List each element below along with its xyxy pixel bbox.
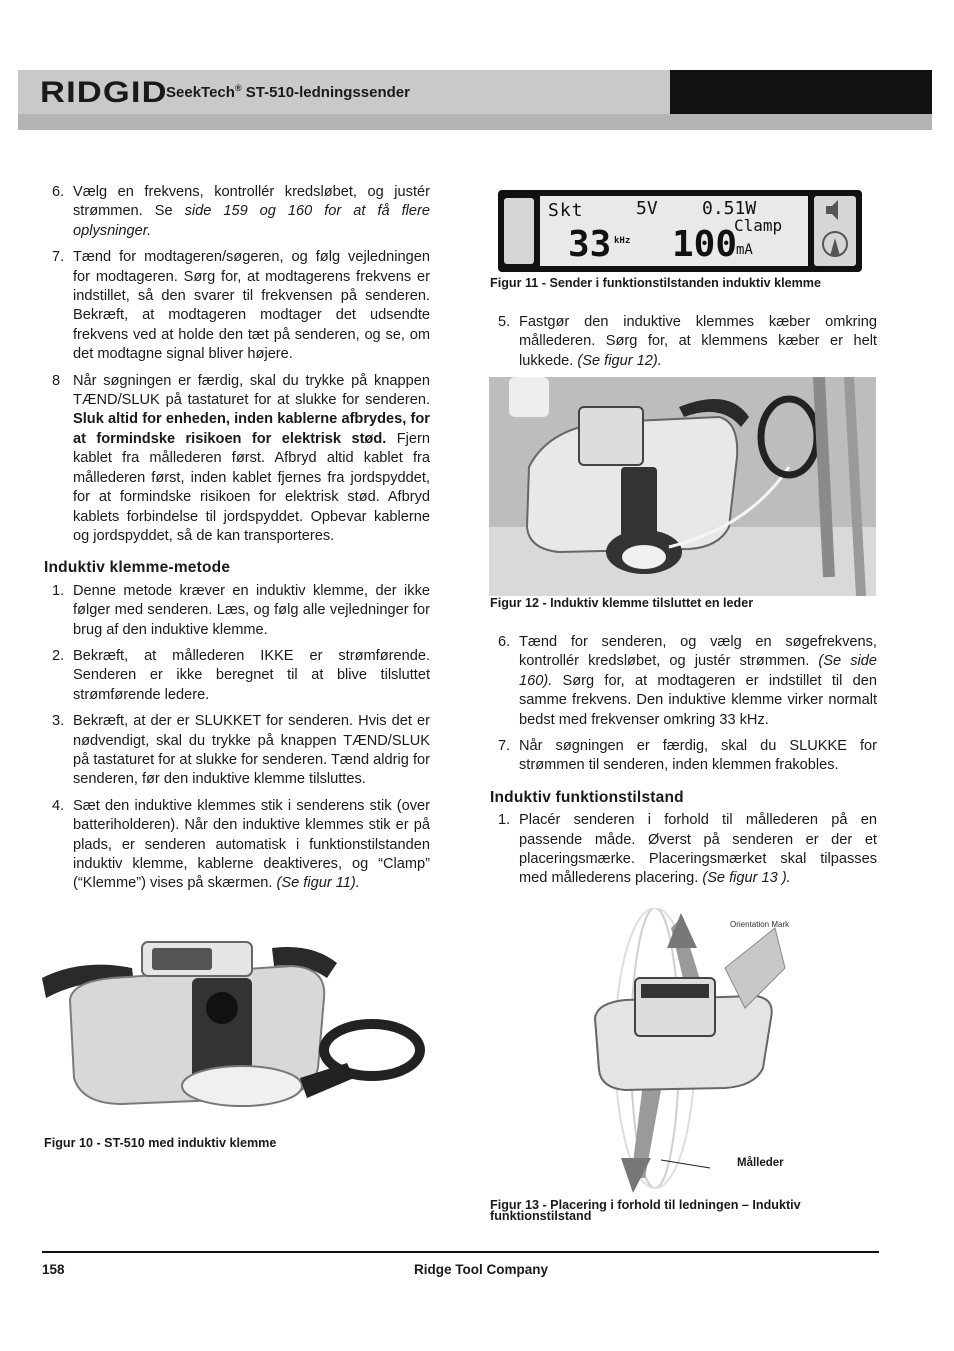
lcd-current: 100 <box>672 224 738 265</box>
step-item <box>490 811 877 889</box>
step-text: Når søgningen er færdig, skal du trykke på knappen TÆND/SLUK på tastaturet for at slukke for senderen. <box>73 372 430 409</box>
lcd-signal-label: Skt <box>548 200 584 221</box>
figure-10-image <box>42 938 426 1110</box>
step-item <box>44 372 430 547</box>
step-text: Sæt den induktive klemmes stik i senderens stik (over batteriholderen). Når den induktive klemmes stik er på plads, er senderen automatisk i funktionstilstanden induktiv klemme, kablerne deaktiveres, og “Clamp” (“Klemme”) vises på skærmen. <box>73 797 430 892</box>
step-number: 1. <box>52 582 65 599</box>
step-text: Sørg for, at modtageren er indstillet til den samme frekvens. Den induktive klemme virker normalt bedst med frekvenser omkring 33 kHz. <box>519 672 877 728</box>
left-column <box>44 183 430 901</box>
step-text: Bekræft, at mållederen IKKE er strømførende. Senderen er ikke beregnet til at blive tilsluttet strømførende ledere. <box>73 647 430 703</box>
battery-indicator <box>504 198 534 264</box>
footer-rule <box>42 1251 879 1253</box>
step-text: Bekræft, at der er SLUKKET for senderen. Hvis det er nødvendigt, skal du trykke på knappen TÆND/SLUK på tastaturet for at slukke for senderen. Tænd aldrig for senderen, før den induktive klemme tilsluttes. <box>73 713 430 788</box>
step-text: Når søgningen er færdig, skal du SLUKKE for strømmen til senderen, inden klemmen frakobles. <box>519 738 877 774</box>
step-list <box>490 313 877 371</box>
figure-11-caption: Figur 11 - Sender i funktionstilstanden induktiv klemme <box>490 276 821 290</box>
step-text: (Se side 160). <box>519 653 877 689</box>
page-number: 158 <box>42 1262 65 1277</box>
right-column <box>490 313 877 378</box>
step-text: Placér senderen i forhold til mållederen på en passende måde. Øverst på senderen er der et placeringsmærke. Placeringsmærket skal tilpasses med mållederens placering. <box>519 812 877 887</box>
step-text: Fastgør den induktive klemmes kæber omkring mållederen. Sørg for, at klemmens kæber er helt lukkede. <box>519 314 877 369</box>
step-number: 6. <box>52 184 65 200</box>
figure-13-orientation-label: Orientation Mark <box>730 920 790 929</box>
step-text: (Se figur 11). <box>276 875 360 892</box>
figure-13-conductor-label: Målleder <box>737 1157 784 1169</box>
header-rule <box>18 114 932 130</box>
footer-company: Ridge Tool Company <box>414 1262 548 1277</box>
step-item <box>44 712 430 790</box>
step-text: Vælg en frekvens, kontrollér kredsløbet, og justér strømmen. Se <box>73 184 430 220</box>
figure-10-caption: Figur 10 - ST-510 med induktiv klemme <box>44 1136 277 1150</box>
step-list <box>44 183 430 546</box>
step-number: 1. <box>498 812 511 829</box>
step-item <box>490 313 877 371</box>
step-number: 2. <box>52 647 65 664</box>
step-number: 8 <box>52 372 61 389</box>
lcd-frequency-unit: kHz <box>614 236 631 246</box>
figure-13-caption-line-2: funktionstilstand <box>490 1209 592 1223</box>
step-list <box>44 582 430 894</box>
lcd-frequency: 33 <box>568 224 612 265</box>
lcd-voltage: 5V <box>636 198 658 219</box>
figure-12-caption: Figur 12 - Induktiv klemme tilsluttet en leder <box>490 596 754 610</box>
step-number: 5. <box>498 314 511 330</box>
step-list <box>490 811 877 889</box>
lcd-current-unit: mA <box>736 242 753 258</box>
step-item <box>44 797 430 894</box>
section-heading: Induktiv funktionstilstand <box>490 788 684 806</box>
figure-12-image <box>489 377 876 596</box>
step-text: side 159 og 160 for at få flere oplysninger. <box>73 203 430 239</box>
lcd-mode: Clamp <box>734 216 783 235</box>
step-text: Tænd for senderen, og vælg en søgefrekvens, kontrollér kredsløbet, og justér strømmen. <box>519 634 877 670</box>
figure-13-image <box>585 908 800 1193</box>
step-number: 3. <box>52 713 65 730</box>
ridgid-logo: RIDGID <box>40 76 168 109</box>
figure-11-lcd-display <box>498 190 862 272</box>
step-item <box>490 737 877 776</box>
right-column-lower <box>490 633 877 896</box>
step-list <box>490 633 877 776</box>
step-text: (Se figur 13 ). <box>702 870 791 887</box>
step-item <box>44 647 430 705</box>
page-title: SeekTech® ST-510-ledningssender <box>166 83 410 101</box>
step-text: (Se figur 12). <box>577 352 662 369</box>
step-item <box>44 248 430 364</box>
step-text: Fjern kablet fra mållederen først. Afbryd altid kablet fra mållederen først, inden kablet fjernes fra jordspyddet, for at formindske risikoen for elektrisk stød. Afbryd kablets forbindelse til jordspyddet. Opbevar kablerne og jordspyddet, så de kan transporteres. <box>73 430 430 544</box>
step-text: Sluk altid for enheden, inden kablerne afbrydes, for at formindske risikoen for elektrisk stød. <box>73 411 430 447</box>
figure-13-caption-line-1: Figur 13 - Placering i forhold til ledningen – Induktiv <box>490 1198 801 1212</box>
step-number: 7. <box>52 249 65 266</box>
header-black-block <box>670 70 932 114</box>
step-item <box>44 183 430 241</box>
step-number: 7. <box>498 738 511 755</box>
step-text: Tænd for modtageren/søgeren, og følg vejledningen for modtageren. Sørg for, at modtagerens frekvens er indstillet, så den svarer til frekvensen på senderen. Bekræft, at modtageren modtager det udsendte frekvens ved at holde den tæt på senderen, og se, om det modtagne signal bliver højere. <box>73 249 430 363</box>
speaker-antenna-icons <box>814 196 856 266</box>
step-number: 4. <box>52 797 65 814</box>
lcd-watts: 0.51W <box>702 198 757 219</box>
step-number: 6. <box>498 634 511 650</box>
section-heading: Induktiv klemme-metode <box>44 559 231 577</box>
step-item <box>490 633 877 730</box>
step-item <box>44 582 430 640</box>
step-text: Denne metode kræver en induktiv klemme, der ikke følger med senderen. Læs, og følg alle vejledninger for brug af den induktive klemme. <box>73 582 430 638</box>
